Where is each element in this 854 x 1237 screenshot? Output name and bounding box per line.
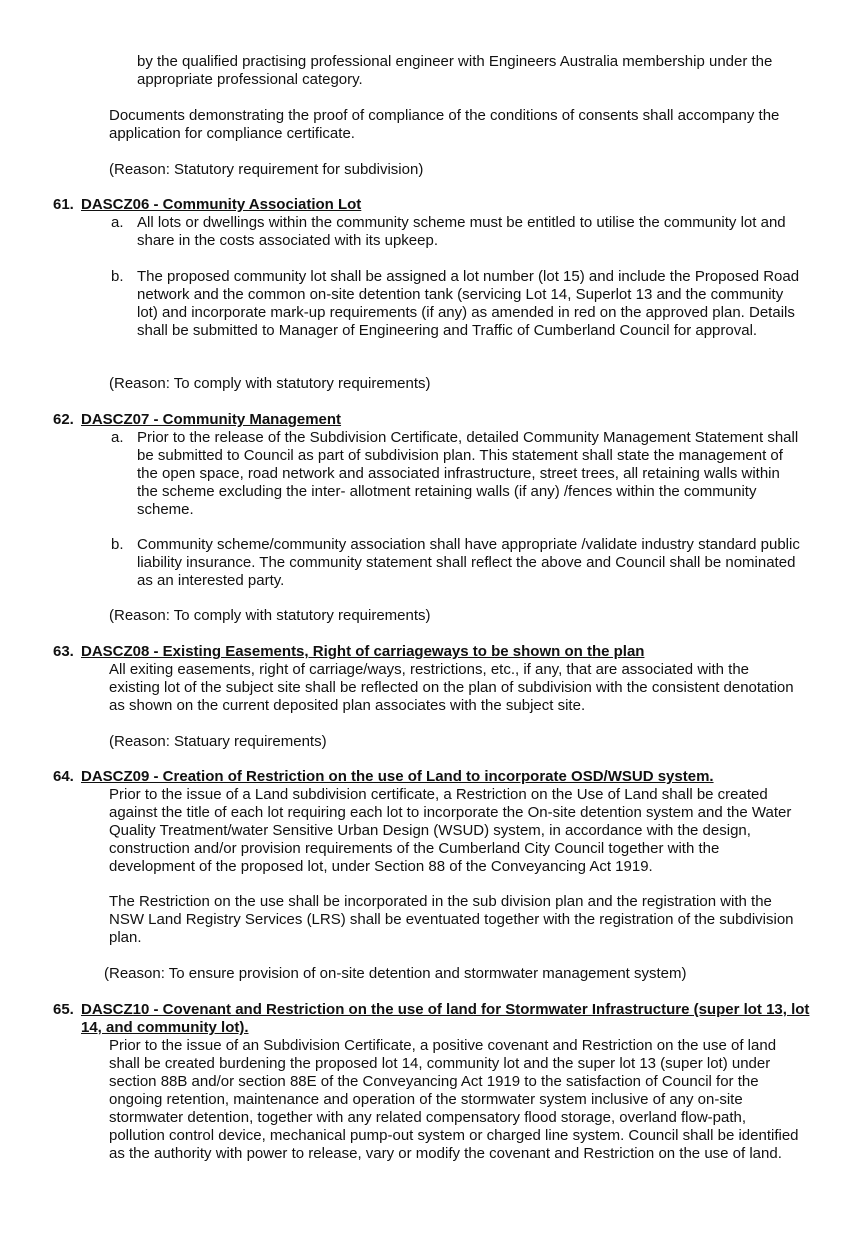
section-paragraph: Prior to the issue of an Subdivision Certificate, a positive covenant and Restriction on the use of land shall be created burdening the proposed lot 14, community lot and the super lot 13 (super lot) under section 88B and/or section 88E of the Conveyancing Act 1919 to the satisfaction of Council for the ongoing retention, maintenance and operation of the stormwater system inclusive of any on-site stormwater detention, together with any related compensatory flood storage, overland flow-path, pollution control device, mechanical pump-out system or charged line system. Council shall be identified as the authority with power to release, vary or modify the covenant and Restriction on the use of land. — [109, 1037, 799, 1162]
intro-documents: Documents demonstrating the proof of compliance of the conditions of consents shall accompany the application for compliance certificate. — [109, 107, 780, 142]
section-heading: DASCZ06 - Community Association Lot — [81, 196, 362, 213]
item-text: All lots or dwellings within the community scheme must be entitled to utilise the community lot and share in the costs associated with its upkeep. — [137, 214, 786, 249]
item-label: b. — [111, 536, 124, 553]
intro-reason: (Reason: Statutory requirement for subdivision) — [109, 161, 424, 178]
section-heading: DASCZ09 - Creation of Restriction on the use of Land to incorporate OSD/WSUD system. — [81, 768, 714, 785]
intro-continuation: by the qualified practising professional engineer with Engineers Australia membership under the appropriate professional category. — [137, 53, 773, 88]
section-reason: (Reason: To comply with statutory requirements) — [109, 607, 431, 624]
section-heading: DASCZ10 - Covenant and Restriction on the use of land for Stormwater Infrastructure (super lot 13, lot 14, and community lot). — [81, 1001, 810, 1036]
section-paragraph: The Restriction on the use shall be incorporated in the sub division plan and the registration with the NSW Land Registry Services (LRS) shall be eventuated together with the registration of the subdivision plan. — [109, 893, 794, 946]
section-heading: DASCZ08 - Existing Easements, Right of carriageways to be shown on the plan — [81, 643, 645, 660]
section-reason: (Reason: To ensure provision of on-site detention and stormwater management system) — [104, 965, 687, 982]
item-text: Prior to the release of the Subdivision Certificate, detailed Community Management Statement shall be submitted to Council as part of subdivision plan. This statement shall state the management of the open space, road network and associated infrastructure, street trees, all retaining walls within the scheme excluding the inter- allotment retaining walls (if any) /fences within the community scheme. — [137, 429, 799, 518]
item-text: Community scheme/community association shall have appropriate /validate industry standard public liability insurance. The community statement shall reflect the above and Council shall be nominated as an interested party. — [137, 536, 800, 589]
section-paragraph: All exiting easements, right of carriage/ways, restrictions, etc., if any, that are associated with the existing lot of the subject site shall be reflected on the plan of subdivision with the consistent denotation as shown on the current deposited plan associates with the subject site. — [109, 661, 794, 714]
section-reason: (Reason: To comply with statutory requirements) — [109, 375, 431, 392]
item-text: The proposed community lot shall be assigned a lot number (lot 15) and include the Proposed Road network and the common on-site detention tank (servicing Lot 14, Superlot 13 and the community lot) and incorporate mark-up requirements (if any) as amended in red on the approved plan. Details shall be submitted to Manager of Engineering and Traffic of Cumberland Council for approval. — [137, 268, 800, 339]
section-number: 61. — [53, 196, 74, 213]
section-number: 64. — [53, 768, 74, 785]
section-reason: (Reason: Statuary requirements) — [109, 733, 327, 750]
item-label: b. — [111, 268, 124, 285]
section-number: 63. — [53, 643, 74, 660]
section-paragraph: Prior to the issue of a Land subdivision certificate, a Restriction on the Use of Land shall be created against the title of each lot requiring each lot to incorporate the On-site detention system and the Water Quality Treatment/water Sensitive Urban Design (WSUD) system, in accordance with the design, construction and/or provision requirements of the Cumberland City Council together with the development of the proposed lot, under Section 88 of the Conveyancing Act 1919. — [109, 786, 792, 875]
section-number: 65. — [53, 1001, 74, 1018]
item-label: a. — [111, 429, 124, 446]
section-number: 62. — [53, 411, 74, 428]
section-heading: DASCZ07 - Community Management — [81, 411, 342, 428]
item-label: a. — [111, 214, 124, 231]
